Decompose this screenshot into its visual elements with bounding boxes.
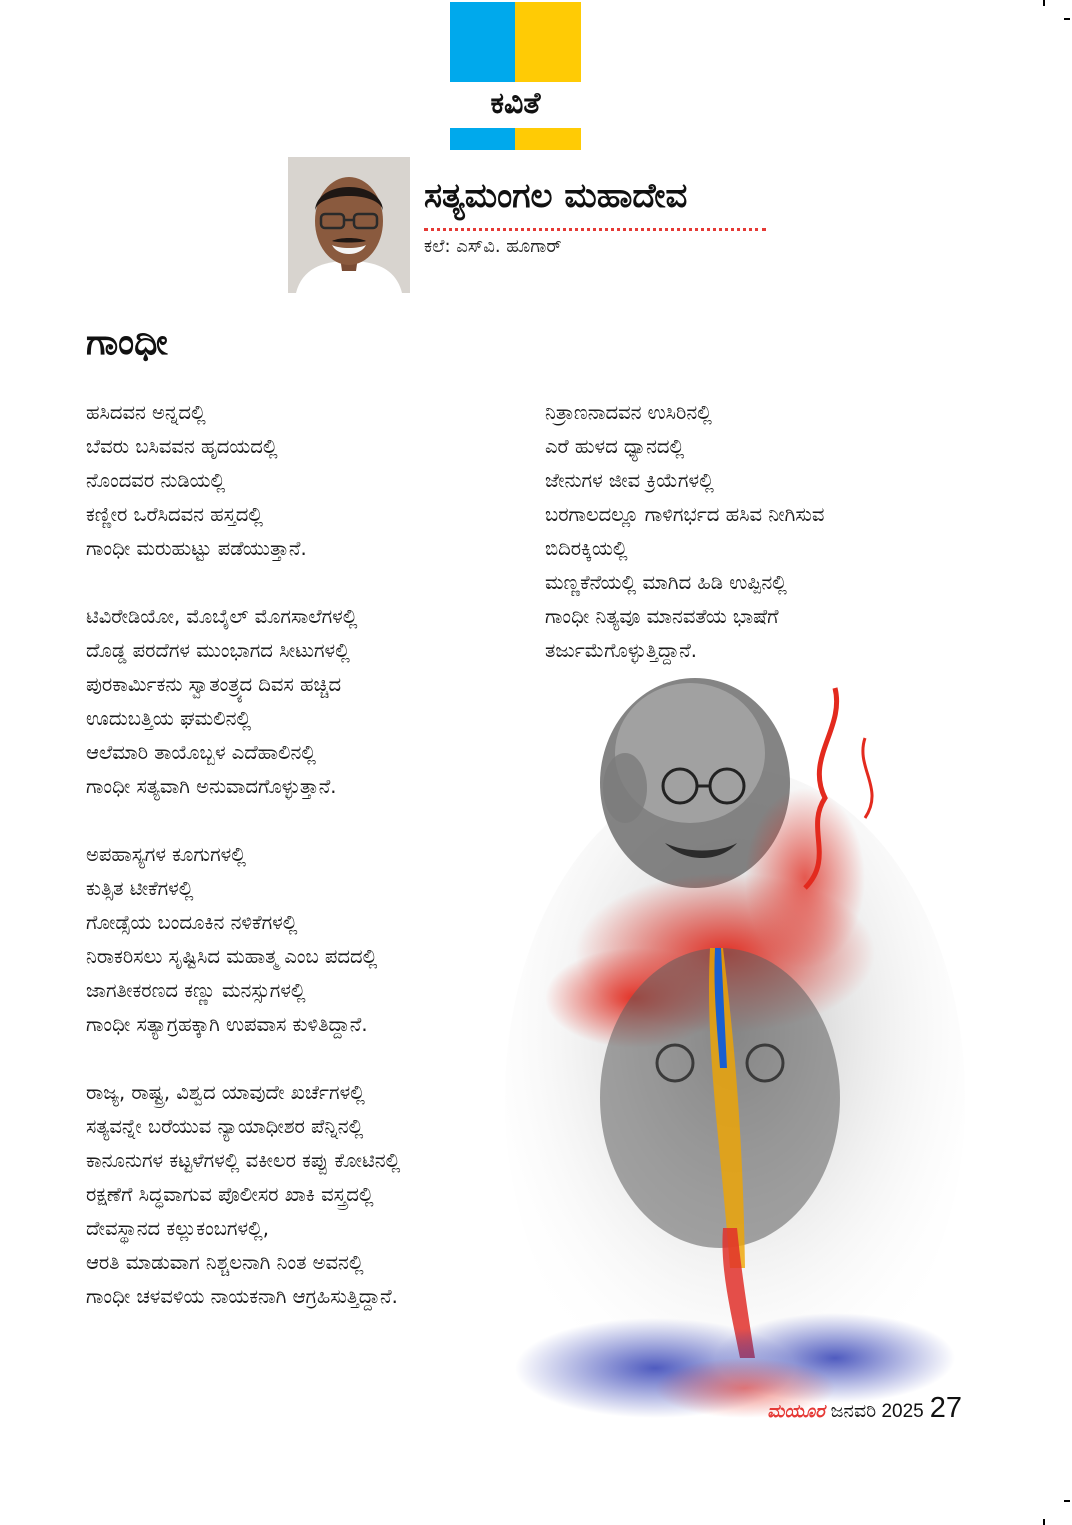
stanza-break [86, 804, 556, 838]
poem-line: ಊದುಬತ್ತಿಯ ಘಮಲಿನಲ್ಲಿ [86, 707, 252, 730]
poem-line: ನಿತ್ರಾಣನಾದವನ ಉಸಿರಿನಲ್ಲಿ [545, 401, 712, 424]
poem-line: ಗೋಡ್ಸೆಯ ಬಂದೂಕಿನ ನಳಿಕೆಗಳಲ್ಲಿ [86, 911, 298, 934]
poem-line: ಬರಗಾಲದಲ್ಲೂ ಗಾಳಿಗರ್ಭದ ಹಸಿವ ನೀಗಿಸುವ [545, 503, 825, 526]
section-label-block [450, 2, 581, 150]
poem-line: ದೇವಸ್ಥಾನದ ಕಲ್ಲುಕಂಬಗಳಲ್ಲಿ, [86, 1217, 269, 1240]
poem-line: ಗಾಂಧೀ ಮರುಹುಟ್ಟು ಪಡೆಯುತ್ತಾನೆ. [86, 537, 307, 560]
author-divider [424, 228, 766, 231]
poem-line: ಪುರಕಾರ್ಮಿಕನು ಸ್ವಾತಂತ್ರ್ಯದ ದಿವಸ ಹಚ್ಚಿದ [86, 673, 342, 696]
poem-line: ನಿರಾಕರಿಸಲು ಸೃಷ್ಟಿಸಿದ ಮಹಾತ್ಮ ಎಂಬ ಪದದಲ್ಲಿ [86, 945, 378, 968]
section-label: ಕವಿತೆ [490, 86, 541, 121]
artist-credit: ಕಲೆ: ಎಸ್‌ವಿ. ಹೂಗಾರ್ [424, 236, 562, 257]
poem-line: ತರ್ಜುಮೆಗೊಳ್ಳುತ್ತಿದ್ದಾನೆ. [545, 639, 697, 662]
poem-line: ಗಾಂಧೀ ಸತ್ಯವಾಗಿ ಅನುವಾದಗೊಳ್ಳುತ್ತಾನೆ. [86, 775, 337, 798]
page-footer [767, 1392, 962, 1425]
poem-line: ಹಸಿದವನ ಅನ್ನದಲ್ಲಿ [86, 401, 206, 424]
poem-line: ಕುತ್ಸಿತ ಟೀಕೆಗಳಲ್ಲಿ [86, 877, 194, 900]
magazine-logo: ಮಯೂರ [767, 1401, 825, 1421]
poem-line: ಆರತಿ ಮಾಡುವಾಗ ನಿಶ್ಚಲನಾಗಿ ನಿಂತ ಅವನಲ್ಲಿ [86, 1251, 364, 1274]
poem-line: ಸತ್ಯವನ್ನೇ ಬರೆಯುವ ನ್ಯಾಯಾಧೀಶರ ಪೆನ್ನಿನಲ್ಲಿ [86, 1115, 364, 1138]
crop-mark [1043, 0, 1045, 6]
author-photo [288, 157, 410, 293]
poem-line: ಜಾಗತೀಕರಣದ ಕಣ್ಣು ಮನಸ್ಸುಗಳಲ್ಲಿ [86, 979, 306, 1002]
page-number: 27 [929, 1392, 962, 1424]
crop-mark [1064, 18, 1070, 20]
poem-line: ಅಪಹಾಸ್ಯಗಳ ಕೂಗುಗಳಲ್ಲಿ [86, 843, 246, 866]
stanza-break [86, 1042, 556, 1076]
poem-line: ಬೆವರು ಬಸಿವವನ ಹೃದಯದಲ್ಲಿ [86, 435, 278, 458]
poem-line: ಗಾಂಧೀ ಚಳವಳಿಯ ನಾಯಕನಾಗಿ ಆಗ್ರಹಿಸುತ್ತಿದ್ದಾನೆ. [86, 1285, 398, 1308]
gandhi-illustration [505, 668, 990, 1428]
poem-line: ನೊಂದವರ ನುಡಿಯಲ್ಲಿ [86, 469, 226, 492]
poem-line: ದೊಡ್ಡ ಪರದೆಗಳ ಮುಂಭಾಗದ ಸೀಟುಗಳಲ್ಲಿ [86, 639, 350, 662]
author-name: ಸತ್ಯಮಂಗಲ ಮಹಾದೇವ [424, 176, 688, 216]
poem-line: ರಕ್ಷಣೆಗೆ ಸಿದ್ಧವಾಗುವ ಪೊಲೀಸರ ಖಾಕಿ ವಸ್ತ್ರದಲ್ಲಿ [86, 1183, 374, 1206]
poem-line: ಗಾಂಧೀ ಸತ್ಯಾಗ್ರಹಕ್ಕಾಗಿ ಉಪವಾಸ ಕುಳಿತಿದ್ದಾನೆ. [86, 1013, 368, 1036]
poem-line: ಆಲೆಮಾರಿ ತಾಯೊಬ್ಬಳ ಎದೆಹಾಲಿನಲ್ಲಿ [86, 741, 317, 764]
poem-line: ಕಾನೂನುಗಳ ಕಟ್ಟಳೆಗಳಲ್ಲಿ ವಕೀಲರ ಕಪ್ಪು ಕೋಟಿನಲ್ಲಿ [86, 1149, 401, 1172]
poem-line: ಎರೆ ಹುಳದ ಧ್ಯಾನದಲ್ಲಿ [545, 435, 685, 458]
poem-line: ಮಣ್ಣಕೆನೆಯಲ್ಲಿ ಮಾಗಿದ ಹಿಡಿ ಉಪ್ಪಿನಲ್ಲಿ [545, 571, 787, 594]
crop-mark [1064, 1500, 1070, 1502]
poem-title: ಗಾಂಧೀ [86, 322, 168, 363]
stanza-break [86, 566, 556, 600]
poem-column-left [86, 396, 556, 1314]
poem-line: ಗಾಂಧೀ ನಿತ್ಯವೂ ಮಾನವತೆಯ ಭಾಷೆಗೆ [545, 605, 779, 628]
crop-mark [1043, 1519, 1045, 1525]
author-portrait-icon [288, 157, 410, 293]
poem-line: ರಾಜ್ಯ, ರಾಷ್ಟ್ರ, ವಿಶ್ವದ ಯಾವುದೇ ಖರ್ಚೆಗಳಲ್ಲಿ [86, 1081, 365, 1104]
gandhi-portrait-illustration-icon [505, 668, 990, 1428]
poem-line: ಕಣ್ಣೀರ ಒರೆಸಿದವನ ಹಸ್ತದಲ್ಲಿ [86, 503, 264, 526]
issue-date: ಜನವರಿ 2025 [830, 1401, 924, 1422]
poem-line: ಜೇನುಗಳ ಜೀವ ಕ್ರಿಯೆಗಳಲ್ಲಿ [545, 469, 714, 492]
poem-line: ಟಿವಿರೇಡಿಯೋ, ಮೊಬೈಲ್ ಮೊಗಸಾಲೆಗಳಲ್ಲಿ [86, 605, 358, 628]
poem-column-right [545, 396, 955, 668]
poem-line: ಬಿದಿರಕ್ಕಿಯಲ್ಲಿ [545, 537, 628, 560]
